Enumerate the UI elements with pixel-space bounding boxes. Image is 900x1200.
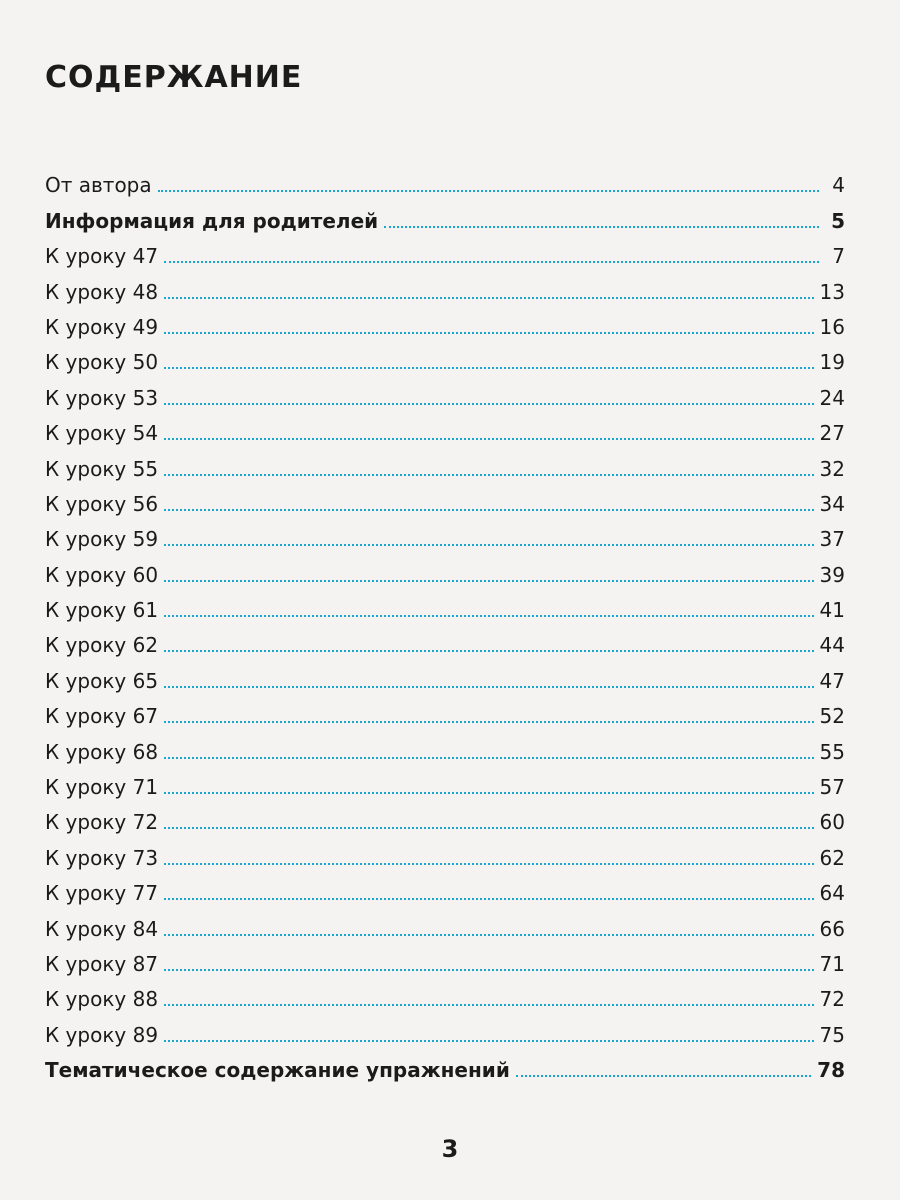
page-number: 3	[441, 1135, 459, 1163]
dot-leader	[516, 1075, 811, 1077]
toc-entry-page: 7	[832, 244, 845, 269]
toc-entry-title: Тематическое содержание упражнений	[45, 1058, 510, 1083]
toc-entry-title: К уроку 54	[45, 421, 159, 446]
toc-entry[interactable]	[45, 1047, 845, 1082]
toc-entry-page: 66	[819, 916, 845, 941]
toc-entry-page: 34	[819, 491, 845, 516]
toc-entry[interactable]	[45, 481, 845, 516]
dot-leader	[164, 792, 814, 794]
dot-leader	[164, 827, 814, 829]
toc-entry-title: К уроку 68	[45, 739, 159, 764]
dot-leader	[164, 509, 814, 511]
toc-entry-title: К уроку 62	[45, 633, 159, 658]
toc-entry-title: К уроку 67	[45, 704, 159, 729]
dot-leader	[164, 969, 814, 971]
toc-entry-page: 44	[819, 633, 845, 658]
toc-entry-title: К уроку 56	[45, 491, 159, 516]
dot-leader	[164, 438, 814, 440]
dot-leader	[164, 580, 814, 582]
toc-entry-page: 64	[819, 881, 845, 906]
toc-entry[interactable]	[45, 162, 845, 197]
toc-entry-title: От автора	[45, 173, 152, 198]
dot-leader	[164, 297, 814, 299]
dot-leader	[164, 650, 814, 652]
dot-leader	[164, 757, 814, 759]
toc-entry[interactable]	[45, 976, 845, 1011]
dot-leader	[164, 474, 814, 476]
dot-leader	[164, 1040, 814, 1042]
table-of-contents	[45, 162, 845, 1082]
toc-entry-page: 37	[819, 527, 845, 552]
toc-entry-page: 16	[819, 314, 845, 339]
toc-entry-page: 52	[819, 704, 845, 729]
dot-leader	[384, 226, 819, 228]
toc-entry[interactable]	[45, 728, 845, 763]
toc-entry-page: 4	[832, 173, 845, 198]
dot-leader	[164, 863, 814, 865]
toc-entry-page: 55	[819, 739, 845, 764]
dot-leader	[164, 367, 814, 369]
toc-entry[interactable]	[45, 834, 845, 869]
toc-entry-page: 19	[819, 350, 845, 375]
dot-leader	[164, 544, 814, 546]
toc-entry[interactable]	[45, 304, 845, 339]
toc-entry-title: К уроку 53	[45, 385, 159, 410]
toc-entry-title: К уроку 49	[45, 314, 159, 339]
toc-entry-page: 13	[819, 279, 845, 304]
toc-entry[interactable]	[45, 410, 845, 445]
toc-entry[interactable]	[45, 516, 845, 551]
toc-entry[interactable]	[45, 551, 845, 586]
toc-entry-title: Информация для родителей	[45, 208, 379, 233]
toc-entry-title: К уроку 55	[45, 456, 159, 481]
dot-leader	[164, 1004, 814, 1006]
toc-entry[interactable]	[45, 268, 845, 303]
toc-entry-page: 62	[819, 845, 845, 870]
toc-entry-page: 27	[819, 421, 845, 446]
toc-entry-page: 24	[819, 385, 845, 410]
dot-leader	[164, 721, 814, 723]
dot-leader	[158, 190, 819, 192]
toc-entry[interactable]	[45, 587, 845, 622]
toc-entry-page: 78	[817, 1058, 845, 1083]
toc-entry-page: 41	[819, 598, 845, 623]
toc-entry-title: К уроку 50	[45, 350, 159, 375]
toc-entry[interactable]	[45, 1011, 845, 1046]
dot-leader	[164, 898, 814, 900]
toc-entry-page: 60	[819, 810, 845, 835]
toc-entry[interactable]	[45, 764, 845, 799]
toc-entry[interactable]	[45, 657, 845, 692]
toc-entry-title: К уроку 59	[45, 527, 159, 552]
page-title: СОДЕРЖАНИЕ	[45, 60, 303, 95]
toc-entry-title: К уроку 60	[45, 562, 159, 587]
toc-entry[interactable]	[45, 622, 845, 657]
toc-entry-title: К уроку 48	[45, 279, 159, 304]
toc-entry-title: К уроку 84	[45, 916, 159, 941]
toc-entry-title: К уроку 88	[45, 987, 159, 1012]
toc-entry-title: К уроку 71	[45, 775, 159, 800]
toc-entry-page: 72	[819, 987, 845, 1012]
toc-entry-page: 5	[831, 208, 845, 233]
toc-entry-title: К уроку 72	[45, 810, 159, 835]
dot-leader	[164, 403, 814, 405]
toc-entry-page: 57	[819, 775, 845, 800]
toc-entry-page: 39	[819, 562, 845, 587]
dot-leader	[164, 934, 814, 936]
toc-entry-page: 47	[819, 668, 845, 693]
toc-entry-page: 71	[819, 951, 845, 976]
dot-leader	[164, 332, 814, 334]
toc-entry[interactable]	[45, 233, 845, 268]
toc-entry-title: К уроку 47	[45, 244, 159, 269]
toc-entry-title: К уроку 65	[45, 668, 159, 693]
toc-entry[interactable]	[45, 374, 845, 409]
toc-entry[interactable]	[45, 339, 845, 374]
toc-entry[interactable]	[45, 799, 845, 834]
toc-entry-title: К уроку 89	[45, 1022, 159, 1047]
dot-leader	[164, 686, 814, 688]
toc-entry[interactable]	[45, 197, 845, 232]
toc-entry-page: 32	[819, 456, 845, 481]
toc-entry-page: 75	[819, 1022, 845, 1047]
toc-entry-title: К уроку 87	[45, 951, 159, 976]
toc-entry[interactable]	[45, 693, 845, 728]
dot-leader	[164, 615, 814, 617]
toc-entry[interactable]	[45, 870, 845, 905]
toc-entry[interactable]	[45, 941, 845, 976]
toc-entry[interactable]	[45, 905, 845, 940]
toc-entry[interactable]	[45, 445, 845, 480]
toc-entry-title: К уроку 77	[45, 881, 159, 906]
dot-leader	[164, 261, 819, 263]
toc-entry-title: К уроку 73	[45, 845, 159, 870]
toc-entry-title: К уроку 61	[45, 598, 159, 623]
